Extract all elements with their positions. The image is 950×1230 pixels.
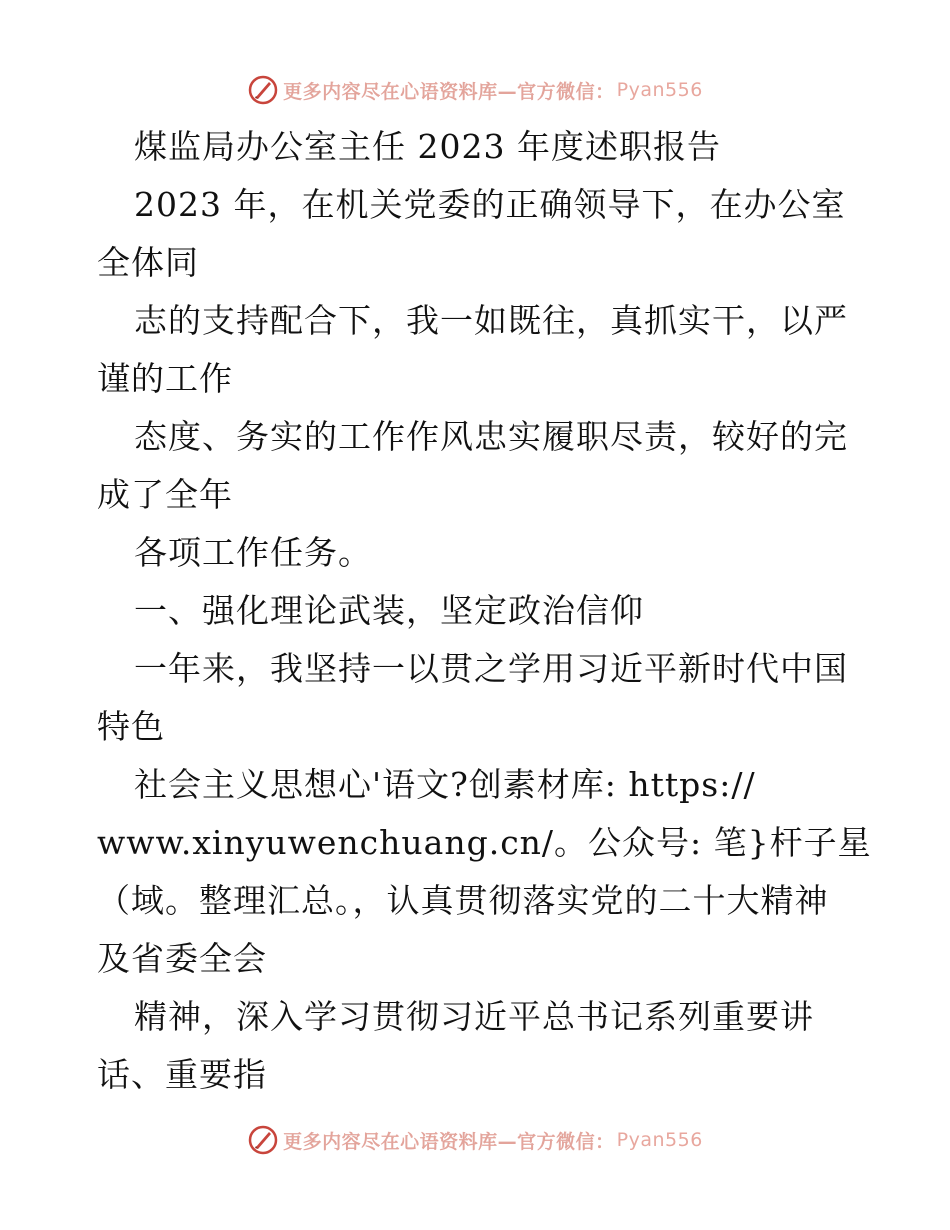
text-line: 全体同 [97,243,199,282]
text-line: 志的支持配合下，我一如既往，真抓实干，以严 [134,301,848,340]
text-line: 一、强化理论武装，坚定政治信仰 [134,591,644,630]
text-line: （域。整理汇总。，认真贯彻落实党的二十大精神 [97,881,829,920]
banner-text: 更多内容尽在心语资料库—官方微信： [283,80,615,103]
quill-seal-icon [247,1124,279,1156]
text-line: www.xinyuwenchuang.cn/。公众号: 笔}杆子星 [97,823,872,862]
text-line: 特色 [97,707,165,746]
text-line: 成了全年 [97,475,233,514]
text-line: 及省委全会 [97,939,267,978]
text-line: 一年来，我坚持一以贯之学用习近平新时代中国 [134,649,848,688]
banner-wechat-id: Pyan556 [616,1129,703,1151]
text-line: 社会主义思想心'语文?创素材库: https:// [134,765,756,804]
banner-text: 更多内容尽在心语资料库—官方微信： [283,1130,615,1153]
document-body [97,118,872,1104]
text-line: 各项工作任务。 [134,533,372,572]
header-banner [0,70,950,110]
quill-seal-icon [247,74,279,106]
text-line: 2023 年，在机关党委的正确领导下，在办公室 [134,185,846,224]
text-line: 精神，深入学习贯彻习近平总书记系列重要讲 [134,997,814,1036]
text-line: 话、重要指 [97,1055,267,1094]
footer-banner [0,1120,950,1160]
document-title: 煤监局办公室主任 2023 年度述职报告 [134,127,721,166]
text-line: 谨的工作 [97,359,233,398]
banner-wechat-id: Pyan556 [616,79,703,101]
text-line: 态度、务实的工作作风忠实履职尽责，较好的完 [134,417,848,456]
